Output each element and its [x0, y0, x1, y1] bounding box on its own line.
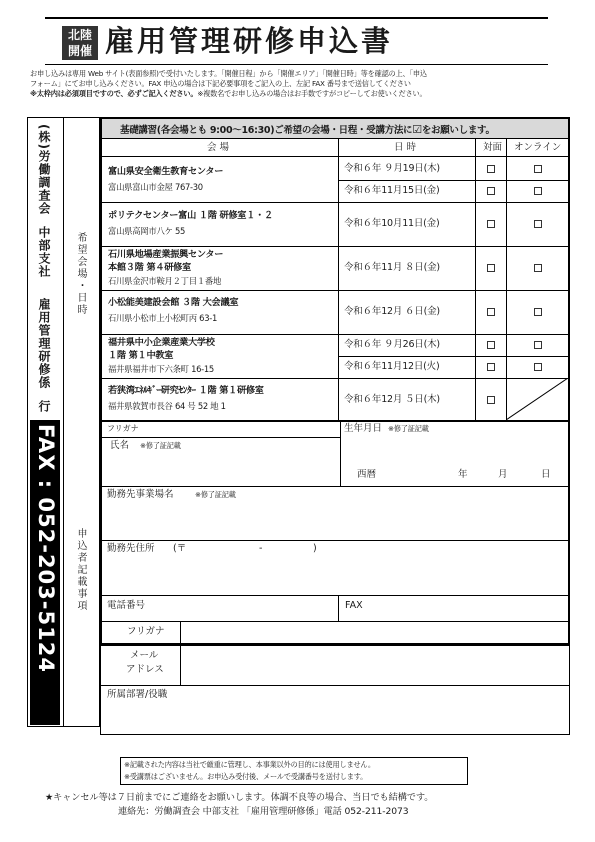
notice-line-1: お申し込みは専用 Web サイト(表面参照)で受付いたします。「開催日程」から「開催エリア」「開催日時」等を確認の上、「申込 [30, 69, 427, 78]
col-venue: 会 場 [207, 142, 230, 153]
sub-rule-2 [338, 356, 570, 357]
day-label: 日 [541, 469, 551, 480]
onsite-checkbox-8[interactable] [487, 396, 495, 404]
address-dash: - [259, 543, 263, 554]
workplace-label: 勤務先事業場名 [107, 489, 174, 500]
date-3: 令和６年10月11日(金) [344, 218, 440, 229]
email-label-2: アドレス [126, 664, 164, 675]
online-checkbox-7[interactable] [534, 363, 542, 371]
region-badge [62, 26, 98, 60]
badge-line-2: 開催 [67, 44, 92, 58]
date-1: 令和６年 ９月19日(木) [344, 163, 440, 174]
badge-line-1: 北陸 [67, 28, 92, 42]
email-furigana-field[interactable] [181, 622, 569, 644]
online-checkbox-5[interactable] [534, 308, 542, 316]
row-rule-5 [100, 378, 570, 379]
venue-4-address: 石川県小松市上小松町丙 63-1 [108, 313, 217, 323]
venue-6-name: 若狭湾ｴﾈﾙｷﾞｰ研究ｾﾝﾀｰ １階 第１研修室 [108, 385, 264, 396]
col-onsite: 対面 [483, 142, 503, 153]
email-furigana-label: フリガナ [127, 626, 165, 637]
schedule-banner [102, 119, 568, 139]
privacy-line-1: ※記載された内容は当社で厳重に管理し、本事業以外の目的には使用しません。 [124, 760, 375, 769]
seireki-label: 西暦 [357, 469, 377, 480]
year-label: 年 [458, 469, 468, 480]
venue-5-room: １階 第１中教室 [108, 350, 174, 361]
address-field[interactable] [101, 541, 569, 594]
address-paren-close: ) [313, 543, 317, 554]
date-7: 令和６年11月12日(火) [344, 361, 440, 372]
venue-2-name: ポリテクセンター富山 １階 研修室１・２ [108, 210, 273, 221]
grid-v-venue-date [338, 139, 339, 422]
col-date: 日 時 [394, 142, 417, 153]
row-rule-3 [100, 290, 570, 291]
online-checkbox-2[interactable] [534, 187, 542, 195]
privacy-line-2: ※受講票はございません。お申込み受付後、メールで受講番号を送付します。 [124, 772, 368, 781]
notice-line-2: フォーム」にてお申し込みください。FAX 申込の場合は下記必要事項をご記入の上、左記 FAX 番号まで送信してください [30, 79, 411, 88]
venue-1-name: 富山県安全衛生教育センター [108, 166, 224, 177]
address-label: 勤務先住所 [107, 543, 155, 554]
phone-label: 電話番号 [107, 600, 146, 611]
email-field[interactable] [181, 646, 569, 684]
date-8: 令和６年12月 ５日(木) [344, 394, 440, 405]
notice-copy: ※複数名でお申し込みの場合はお手数ですがコピーしてお使いください。 [197, 89, 427, 98]
col-online: オンライン [514, 142, 562, 153]
venue-5-name: 福井県中小企業産業大学校 [108, 337, 215, 348]
online-checkbox-1[interactable] [534, 165, 542, 173]
header-bottom-rule [45, 64, 548, 65]
recipient-branch: 中部支社 [37, 226, 51, 278]
online-checkbox-3[interactable] [534, 220, 542, 228]
onsite-checkbox-5[interactable] [487, 308, 495, 316]
name-field[interactable] [101, 438, 339, 485]
birth-note: ※修了証記載 [388, 424, 429, 433]
venue-6-address: 福井県敦賀市長谷 64 号 52 地 1 [108, 401, 226, 411]
venue-3-room: 本館３階 第４研修室 [108, 262, 191, 273]
furigana-label: フリガナ [107, 424, 139, 433]
name-note: ※修了証記載 [140, 441, 181, 450]
onsite-checkbox-7[interactable] [487, 363, 495, 371]
fax-number: FAX : 052-203-5124 [34, 424, 58, 673]
online-checkbox-6[interactable] [534, 341, 542, 349]
recipient-to: 行 [37, 400, 51, 412]
sub-rule-1 [338, 180, 570, 181]
onsite-checkbox-1[interactable] [487, 165, 495, 173]
fax-field[interactable] [339, 596, 569, 620]
phone-field[interactable] [101, 596, 338, 620]
venue-3-name: 石川県地場産業振興センター [108, 249, 224, 260]
workplace-note: ※修了証記載 [195, 490, 236, 499]
banner-check-icon: ☑ [412, 123, 422, 136]
banner-suffix: をお願いします。 [421, 125, 495, 136]
email-label-1: メール [130, 650, 159, 661]
sidebar-divider [63, 117, 64, 727]
fax-label: FAX [345, 600, 363, 611]
online-checkbox-4[interactable] [534, 264, 542, 272]
venue-5-address: 福井県福井市下六条町 16-15 [108, 364, 214, 374]
online-unavailable-slash [506, 378, 570, 422]
header-row-rule [100, 156, 570, 157]
notice-required: ※太枠内は必須項目ですので、必ずご記入ください。 [30, 89, 198, 98]
birthdate-field[interactable] [341, 438, 569, 485]
venue-1-address: 富山県富山市金屋 767-30 [108, 182, 203, 192]
row-rule-1 [100, 202, 570, 203]
recipient-company: (株)労働調査会 [37, 124, 51, 215]
applicant-section-label: 申込者記載事項 [75, 528, 86, 612]
recipient-section: 雇用管理研修係 [37, 298, 51, 389]
page-title: 雇用管理研修申込書 [105, 24, 394, 58]
onsite-checkbox-2[interactable] [487, 187, 495, 195]
birth-label: 生年月日 [344, 423, 383, 434]
cancel-notice: ★キャンセル等は７日前までにご連絡をお願いします。体調不良等の場合、当日でも結構です。 [45, 792, 434, 803]
date-6: 令和６年 ９月26日(木) [344, 339, 440, 350]
row-rule-2 [100, 246, 570, 247]
name-label: 氏名 [110, 440, 130, 451]
date-4: 令和６年11月 ８日(金) [344, 262, 440, 273]
date-2: 令和６年11月15日(金) [344, 185, 440, 196]
date-5: 令和６年12月 ６日(金) [344, 306, 440, 317]
row-rule-4 [100, 334, 570, 335]
grid-v-date-onsite [475, 139, 476, 422]
address-paren-open: (〒 [173, 543, 187, 554]
onsite-checkbox-4[interactable] [487, 264, 495, 272]
workplace-field[interactable] [101, 487, 569, 539]
dept-field[interactable] [101, 686, 569, 734]
venue-4-name: 小松能美建設会館 ３階 大会議室 [108, 297, 239, 308]
onsite-checkbox-3[interactable] [487, 220, 495, 228]
venue-3-address: 石川県金沢市鞍月２丁目１番地 [108, 276, 222, 286]
dept-label: 所属部署/役職 [107, 689, 168, 700]
venue-2-address: 富山県高岡市八ケ 55 [108, 226, 186, 236]
schedule-section-label: 希望会場・日時 [75, 232, 86, 316]
onsite-checkbox-6[interactable] [487, 341, 495, 349]
banner-text: 基礎講習(各会場とも 9:00〜16:30)ご希望の会場・日程・受講方法に [120, 125, 413, 136]
month-label: 月 [498, 469, 508, 480]
contact-line: 連絡先：労働調査会 中部支社 「雇用管理研修係」電話 052-211-2073 [118, 806, 409, 817]
header-top-rule [45, 17, 548, 19]
